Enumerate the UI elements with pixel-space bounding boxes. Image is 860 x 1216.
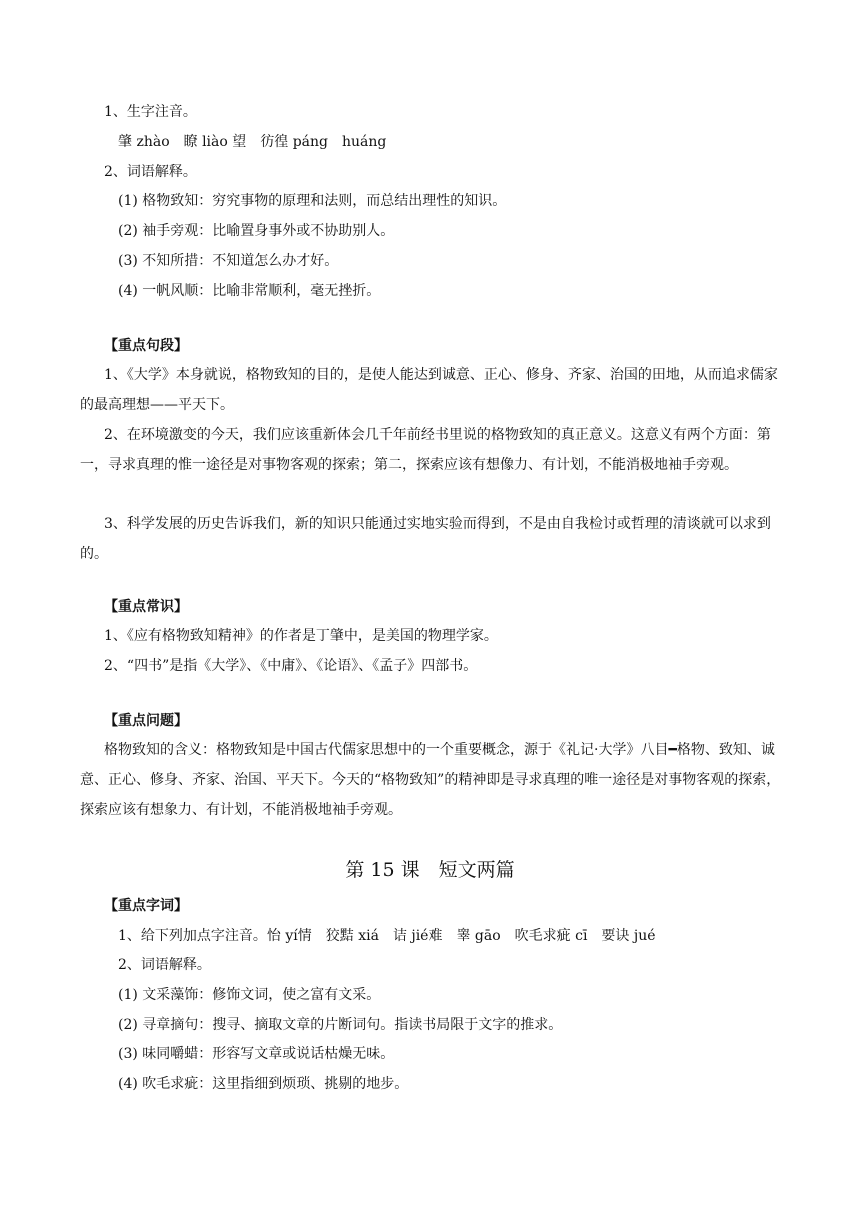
knowledge-item: 1、《应有格物致知精神》的作者是丁肇中，是美国的物理学家。 [104,628,498,644]
key-words-heading: 【重点字词】 [104,898,188,914]
vocab-item: (2) 寻章摘句：搜寻、摘取文章的片断词句。指读书局限于文字的推求。 [118,1017,563,1033]
vocab-item: (4) 吹毛求疵：这里指细到烦琐、挑剔的地步。 [118,1076,409,1092]
key-sentence-item: 2、在环境激变的今天，我们应该重新体会几千年前经书里说的格物致知的真正意义。这意义有两个方面：第一，寻求真理的惟一途径是对事物客观的探索；第二，探索应该有想像力、有计划，不能消极地袖手旁观。 [80,427,771,473]
key-question-text: 格物致知的含义：格物致知是中国古代儒家思想中的一个重要概念，源于《礼记·大学》八目━格物、致知、诚意、正心、修身、齐家、治国、平天下。今天的“格物致知”的精神即是寻求真理的唯一途径是对事物客观的探索，探索应该有想象力、有计划，不能消极地袖手旁观。 [80,742,781,818]
vocab-item: (4) 一帆风顺：比喻非常顺利，毫无挫折。 [118,283,381,299]
pinyin-line: 肇 zhào 瞭 liào 望 彷徨 páng huáng [118,134,387,150]
pinyin-section-title: 1、生字注音。 [104,104,197,120]
vocab-item: (1) 格物致知：穷究事物的原理和法则，而总结出理性的知识。 [118,193,507,209]
lesson-title: 第 15 课 短文两篇 [345,859,515,881]
vocab-item: (3) 不知所措：不知道怎么办才好。 [118,253,339,269]
key-question-heading: 【重点问题】 [104,713,188,729]
vocab-item: (1) 文采藻饰：修饰文词，使之富有文采。 [118,987,381,1003]
pinyin-line: 1、给下列加点字注音。怡 yí情 狡黠 xiá 诘 jié难 睾 gāo 吹毛求疵 cī 要诀 jué [118,928,656,944]
key-sentence-item: 3、科学发展的历史告诉我们，新的知识只能通过实地实验而得到，不是由自我检讨或哲理的清谈就可以求到的。 [80,516,771,562]
key-sentence-item: 1、《大学》本身就说，格物致知的目的，是使人能达到诚意、正心、修身、齐家、治国的田地，从而追求儒家的最高理想——平天下。 [80,367,778,413]
vocab-item: (2) 袖手旁观：比喻置身事外或不协助别人。 [118,223,395,239]
knowledge-item: 2、“四书”是指《大学》、《中庸》、《论语》、《孟子》四部书。 [104,658,478,674]
vocab-section-title: 2、词语解释。 [118,957,211,973]
vocab-item: (3) 味同嚼蜡：形容写文章或说话枯燥无味。 [118,1046,395,1062]
vocab-section-title: 2、词语解释。 [104,164,197,180]
key-knowledge-heading: 【重点常识】 [104,599,188,615]
key-sentences-heading: 【重点句段】 [104,338,188,354]
